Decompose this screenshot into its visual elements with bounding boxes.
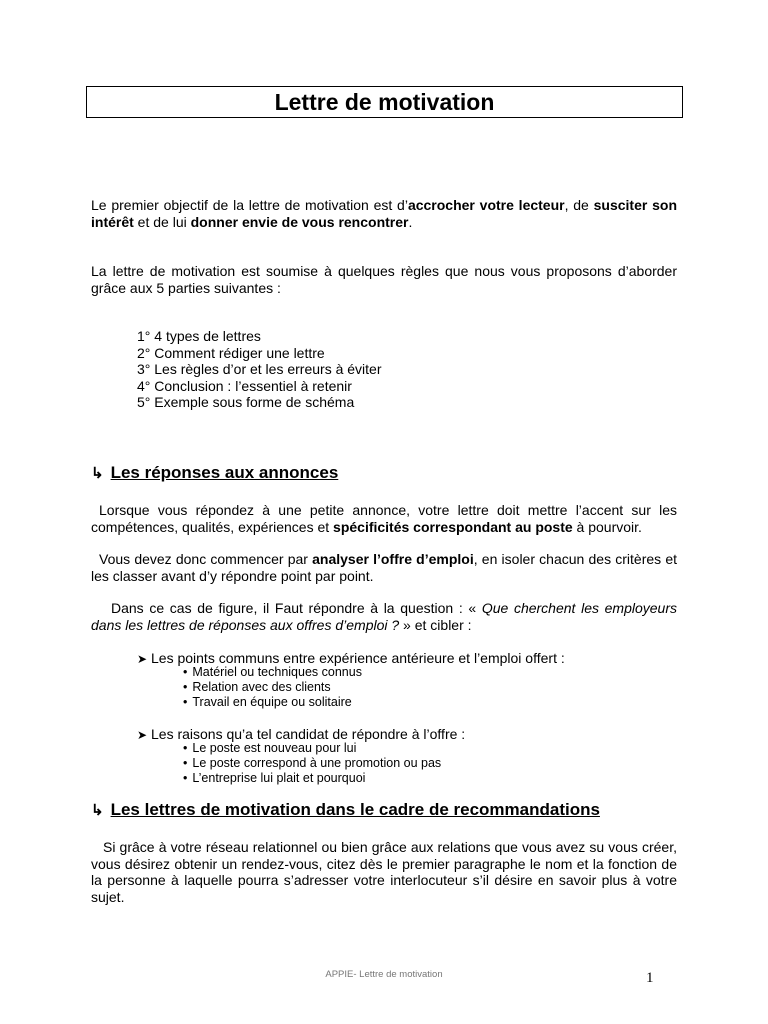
intro-bold-1: accrocher votre lecteur	[407, 197, 565, 213]
para-text: à pourvoir.	[572, 518, 642, 535]
arrowhead-bullet-icon: ➤	[137, 652, 148, 666]
list-item: • Relation avec des clients	[183, 680, 362, 695]
parts-list-item: 3° Les règles d’or et les erreurs à éviter	[137, 361, 382, 377]
parts-list-item: 5° Exemple sous forme de schéma	[137, 394, 355, 410]
criteria-list-2	[183, 741, 441, 786]
section-title: Les lettres de motivation dans le cadre de recommandations	[110, 800, 600, 819]
para-text: , en isoler chacun des critères et les classer avant d’y répondre point par point.	[91, 551, 677, 584]
list-item: • Travail en équipe ou solitaire	[183, 695, 362, 710]
criteria-label: Les points communs entre expérience antérieure et l’emploi offert :	[151, 650, 565, 666]
para-bold: analyser l’offre d’emploi	[312, 551, 474, 567]
intro-bold-3: donner envie de vous rencontrer	[190, 213, 409, 230]
list-item: • Le poste correspond à une promotion ou pas	[183, 756, 441, 771]
rules-paragraph: La lettre de motivation est soumise à quelques règles que nous vous proposons d’aborder grâce aux 5 parties suivantes :	[91, 263, 677, 296]
page-title: Lettre de motivation	[274, 88, 495, 115]
footer-text: APPIE- Lettre de motivation	[325, 969, 443, 980]
intro-text-4: .	[408, 213, 413, 230]
parts-list-item: 1° 4 types de lettres	[137, 328, 261, 344]
title-box	[86, 86, 683, 118]
criteria-list-1	[183, 665, 362, 710]
list-item: • Matériel ou techniques connus	[183, 665, 362, 680]
intro-paragraph	[91, 197, 677, 230]
intro-text-1: Le premier objectif de la lettre de motivation est d’	[91, 197, 408, 213]
recommandations-paragraph: Si grâce à votre réseau relationnel ou bien grâce aux relations que vous avez su vous créer, vous désirez obtenir un rendez-vous, citez dès le premier paragraphe le nom et la fonction de la personne à laquelle pourra s’adresser votre interlocuteur s’il désire en savoir plus à votre sujet.	[91, 839, 677, 905]
intro-text-3: et de lui	[133, 213, 191, 230]
section-heading-annonces	[91, 463, 338, 483]
para-text: Lorsque vous répondez à une petite annonce, votre lettre doit mettre l’accent sur les compétences, qualités, expériences et	[91, 502, 677, 535]
page-number: 1	[646, 970, 654, 986]
intro-bold-2: susciter son intérêt	[91, 197, 677, 230]
criteria-label: Les raisons qu’a tel candidat de répondre à l’offre :	[151, 726, 466, 742]
annonces-paragraph-2	[91, 551, 677, 584]
annonces-paragraph-1	[91, 502, 677, 535]
list-item: • L’entreprise lui plait et pourquoi	[183, 771, 441, 786]
para-bold: spécificités correspondant au poste	[333, 518, 573, 535]
parts-list	[137, 328, 382, 411]
parts-list-item: 4° Conclusion : l’essentiel à retenir	[137, 377, 352, 394]
para-text: » et cibler :	[399, 616, 472, 633]
arrowhead-bullet-icon: ➤	[137, 728, 148, 742]
section-heading-recommandations	[91, 800, 600, 820]
para-text: Vous devez donc commencer par	[99, 551, 313, 567]
intro-text-2: , de	[564, 197, 594, 213]
list-item: • Le poste est nouveau pour lui	[183, 741, 441, 756]
parts-list-item: 2° Comment rédiger une lettre	[137, 344, 325, 361]
para-text: Dans ce cas de figure, il Faut répondre à la question : «	[111, 600, 482, 616]
arrow-icon: ↳	[91, 802, 104, 819]
annonces-paragraph-3	[91, 600, 677, 633]
para-italic: Que cherchent les employeurs dans les lettres de réponses aux offres d’emploi ?	[91, 600, 677, 633]
section-title: Les réponses aux annonces	[110, 463, 339, 482]
arrow-icon: ↳	[91, 465, 104, 482]
